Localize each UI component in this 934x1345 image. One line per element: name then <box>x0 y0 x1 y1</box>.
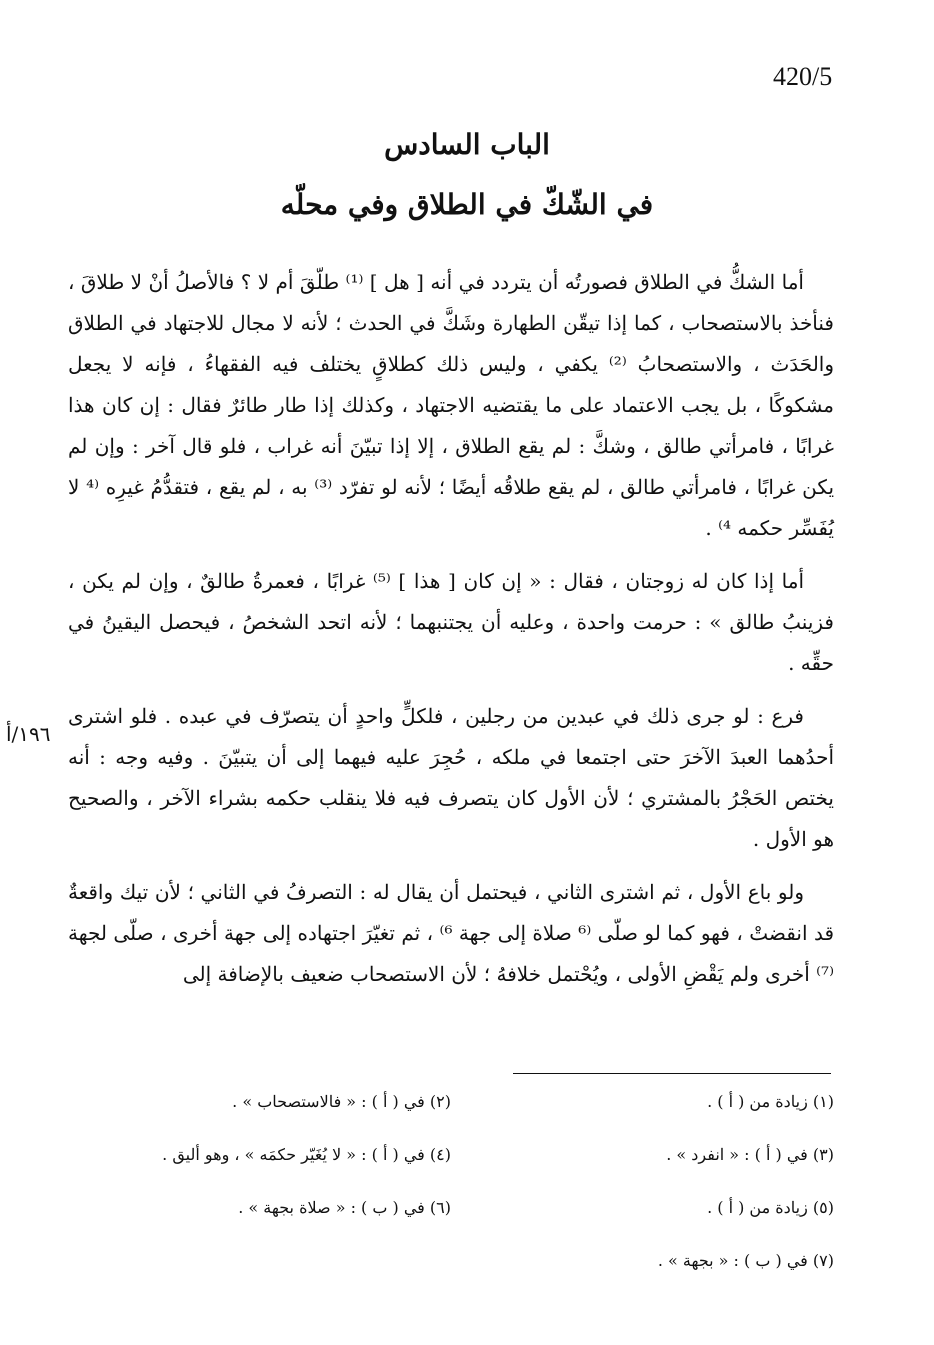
paragraph: ولو باع الأول ، ثم اشترى الثاني ، فيحتمل أن يقال له : التصرفُ في الثاني ؛ لأن تيك واقعةٌ قد انقضتْ ، فهو كما لو صلّى ⁽⁶ صلاة إلى جهة ⁶⁾ ، ثم تغيّرَ اجتهاده إلى جهة أخرى ، صلّى لجهة ⁽⁷⁾ أخرى ولم يَقْضِ الأولى ، ويُحْتمل خلافهُ ؛ لأن الاستصحاب ضعيف بالإضافة إلى <box>68 880 835 986</box>
manuscript-folio-note: ١٩٦/أ <box>6 722 51 746</box>
footnote-row <box>68 1251 834 1304</box>
footnote-row <box>68 1092 834 1145</box>
footnote: (٧) في ( ب ) : « بجهة » . <box>657 1251 834 1270</box>
footnote-divider <box>513 1073 831 1074</box>
paragraph: أما الشكُّ في الطلاق فصورتُه أن يتردد في أنه [ هل ] ⁽¹⁾ طلّقَ أم لا ؟ فالأصلُ أنْ لا طلاقَ ، فنأخذ بالاستصحاب ، كما إذا تيقّن الطهارة وشَكَّ في الحدث ؛ لأنه لا مجال للاجتهاد في الطلاق والحَدَث ، والاستصحابُ ⁽²⁾ يكفي ، وليس ذلك كطلاقٍ يختلف فيه الفقهاءُ ، فإنه لا يجعل مشكوكًا ، بل يجب الاعتماد على ما يقتضيه الاجتهاد ، وكذلك إذا طار طائرٌ فقال : إن كان هذا غرابًا ، فامرأتي طالق ، وشكَّ : لم يقع الطلاق ، إلا إذا تبيّنَ أنه غراب ، فلو قال آخر : وإن لم يكن غرابًا ، فامرأتي طالق ، لم يقع طلاقُه أيضًا ؛ لأنه لو تفرّد ⁽³⁾ به ، لم يقع ، فتقدُّمُ غيرِه ⁽⁴ لا يُفَسِّر حكمه ⁴⁾ . <box>68 270 835 540</box>
footnote: (٥) زيادة من ( أ ) . <box>707 1198 834 1217</box>
footnotes <box>68 1092 834 1304</box>
page-number: 420/5 <box>773 62 833 91</box>
footnote: (٤) في ( أ ) : « لا يُغَيّر حكمَه » ، وهو أليق . <box>162 1145 451 1164</box>
chapter-subtitle: في الشّكّ في الطلاق وفي محلّه <box>280 188 654 221</box>
footnote: (١) زيادة من ( أ ) . <box>707 1092 834 1111</box>
chapter-title: الباب السادس <box>384 128 550 161</box>
paragraph: أما إذا كان له زوجتان ، فقال : « إن كان [ هذا ] ⁽⁵⁾ غرابًا ، فعمرةُ طالقٌ ، وإن لم يكن ، فزينبُ طالق » : حرمت واحدة ، وعليه أن يجتنبهما ؛ لأنه اتحد الشخصُ ، فيحصل اليقينُ في حقِّه . <box>68 569 834 675</box>
body-text <box>68 262 834 1007</box>
footnote-row <box>68 1145 834 1198</box>
paragraph: فرع : لو جرى ذلك في عبدين من رجلين ، فلكلٍّ واحدٍ أن يتصرّف في عبده . فلو اشترى أحدُهما العبدَ الآخرَ حتى اجتمعا في ملكه ، حُجِرَ عليه فيهما إلى أن يتبيّنَ . وفيه وجه : أنه يختص الحَجْرُ بالمشتري ؛ لأن الأول كان يتصرف فيه فلا ينقلب حكمه بشراء الآخر ، والصحيح هو الأول . <box>68 704 835 851</box>
footnote: (٦) في ( ب ) : « صلاة بجهة » . <box>238 1198 451 1217</box>
footnote: (٢) في ( أ ) : « فالاستصحاب » . <box>232 1092 451 1111</box>
footnote: (٣) في ( أ ) : « انفرد » . <box>666 1145 834 1164</box>
footnote-row <box>68 1198 834 1251</box>
